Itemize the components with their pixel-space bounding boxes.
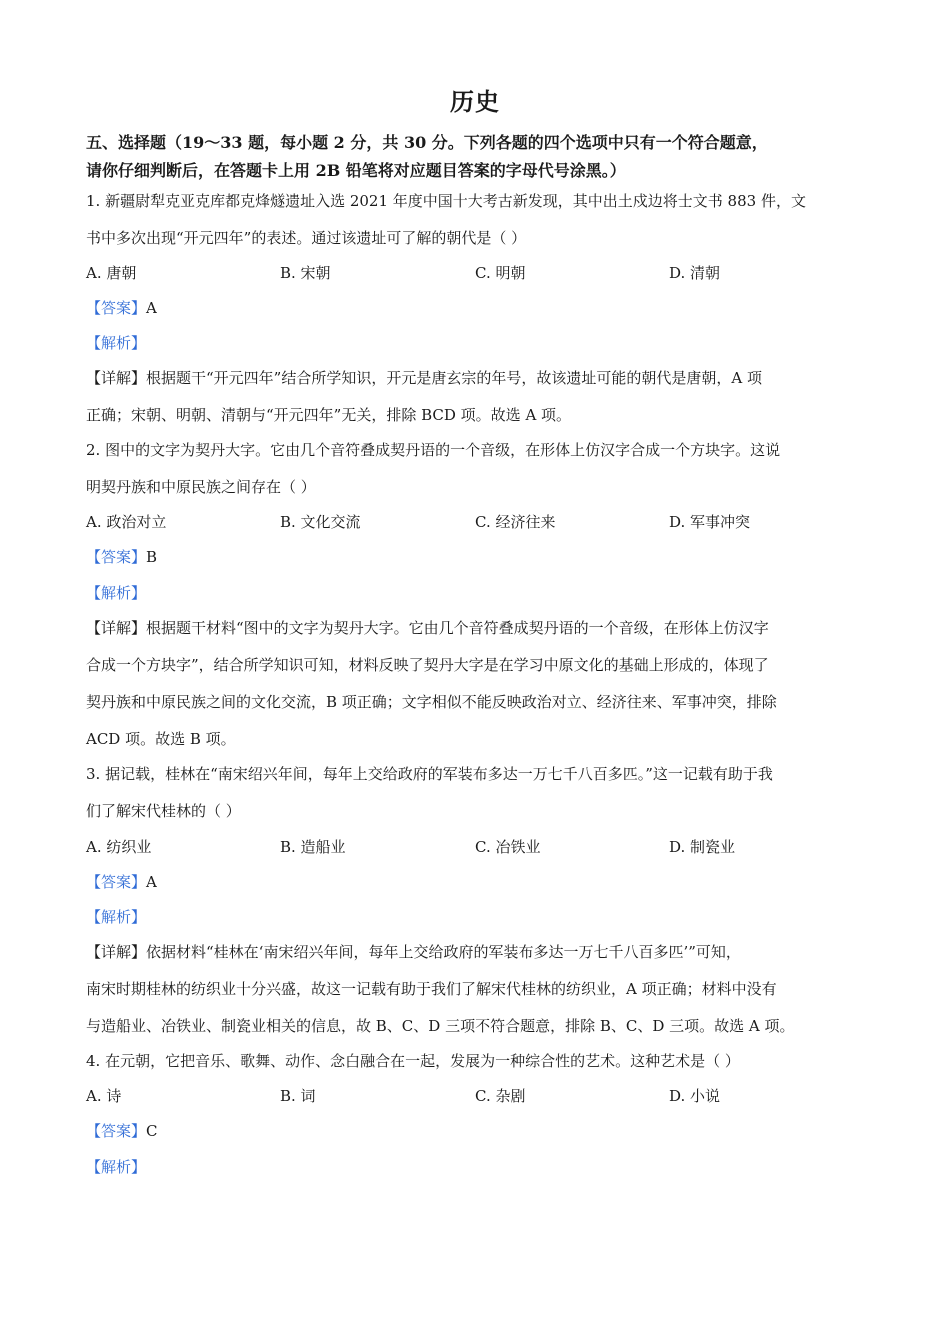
q1-option-b: B. 宋朝 <box>280 264 331 282</box>
q1-option-a: A. 唐朝 <box>86 264 137 282</box>
q3-answer-row <box>86 871 871 893</box>
analysis-tag: 【解析】 <box>86 1158 147 1176</box>
q2-option-c: C. 经济往来 <box>475 513 556 531</box>
q3-option-d: D. 制瓷业 <box>669 838 736 856</box>
detail-tag: 【详解】 <box>86 369 147 387</box>
detail-tag: 【详解】 <box>86 943 147 961</box>
q2-analysis-row <box>86 582 871 604</box>
q1-answer-row <box>86 297 871 319</box>
q4-option-c: C. 杂剧 <box>475 1087 526 1105</box>
q3-stem-line-2: 们了解宋代桂林的（ ） <box>86 802 241 820</box>
q2-detail-line-3: 契丹族和中原民族之间的文化交流，B 项正确；文字相似不能反映政治对立、经济往来、军事冲突，排除 <box>86 693 777 711</box>
q1-stem-line-2: 书中多次出现“开元四年”的表述。通过该遗址可了解的朝代是（ ） <box>86 229 527 247</box>
q2-detail-line-2: 合成一个方块字”，结合所学知识可知，材料反映了契丹大字是在学习中原文化的基础上形成的，体现了 <box>86 656 769 674</box>
q4-option-a: A. 诗 <box>86 1087 122 1105</box>
q1-option-d: D. 清朝 <box>669 264 721 282</box>
q1-detail-text-1: 根据题干“开元四年”结合所学知识，开元是唐玄宗的年号，故该遗址可能的朝代是唐朝，A 项 <box>146 369 762 387</box>
q3-detail-line-2: 南宋时期桂林的纺织业十分兴盛，故这一记载有助于我们了解宋代桂林的纺织业，A 项正确；材料中没有 <box>86 980 777 998</box>
detail-tag: 【详解】 <box>86 619 147 637</box>
q4-answer-value: C <box>146 1122 158 1140</box>
q3-option-c: C. 冶铁业 <box>475 838 541 856</box>
q2-option-a: A. 政治对立 <box>86 513 167 531</box>
section-instruction-line-1: 五、选择题（19～33 题，每小题 2 分，共 30 分。下列各题的四个选项中只有一个符合题意， <box>86 133 768 152</box>
q1-detail-line-1 <box>86 367 871 389</box>
q2-stem-line-2: 明契丹族和中原民族之间存在（ ） <box>86 478 316 496</box>
q3-analysis-row <box>86 906 871 928</box>
q3-stem-line-1: 3. 据记载，桂林在“南宋绍兴年间，每年上交给政府的军装布多达一万七千八百多匹。”这一记载有助于我 <box>86 765 773 783</box>
answer-tag: 【答案】 <box>86 873 147 891</box>
q2-detail-line-4: ACD 项。故选 B 项。 <box>86 730 236 748</box>
analysis-tag: 【解析】 <box>86 584 147 602</box>
q3-option-a: A. 纺织业 <box>86 838 152 856</box>
q1-analysis-row <box>86 332 871 354</box>
q2-answer-row <box>86 546 871 568</box>
q4-answer-row <box>86 1120 871 1142</box>
q3-detail-text-1: 依据材料“桂林在‘南宋绍兴年间，每年上交给政府的军装布多达一万七千八百多匹’”可知， <box>146 943 741 961</box>
q4-option-b: B. 词 <box>280 1087 316 1105</box>
q2-detail-line-1 <box>86 617 871 639</box>
answer-tag: 【答案】 <box>86 1122 147 1140</box>
q2-stem-line-1: 2. 图中的文字为契丹大字。它由几个音符叠成契丹语的一个音级，在形体上仿汉字合成一个方块字。这说 <box>86 441 781 459</box>
answer-tag: 【答案】 <box>86 548 147 566</box>
q2-option-b: B. 文化交流 <box>280 513 361 531</box>
q4-stem-line-1: 4. 在元朝，它把音乐、歌舞、动作、念白融合在一起，发展为一种综合性的艺术。这种艺术是（ ） <box>86 1052 740 1070</box>
q1-option-c: C. 明朝 <box>475 264 526 282</box>
q4-option-d: D. 小说 <box>669 1087 721 1105</box>
q2-option-d: D. 军事冲突 <box>669 513 751 531</box>
q1-stem-line-1: 1. 新疆尉犁克亚克库都克烽燧遗址入选 2021 年度中国十大考古新发现，其中出土戍边将士文书 883 件，文 <box>86 192 806 210</box>
section-instruction-line-2: 请你仔细判断后，在答题卡上用 2B 铅笔将对应题目答案的字母代号涂黑。） <box>86 161 626 180</box>
q2-answer-value: B <box>146 548 158 566</box>
q3-option-b: B. 造船业 <box>280 838 346 856</box>
q4-analysis-row <box>86 1156 871 1178</box>
q2-detail-text-1: 根据题干材料“图中的文字为契丹大字。它由几个音符叠成契丹语的一个音级，在形体上仿汉字 <box>146 619 769 637</box>
analysis-tag: 【解析】 <box>86 334 147 352</box>
q3-detail-line-1 <box>86 941 871 963</box>
answer-tag: 【答案】 <box>86 299 147 317</box>
analysis-tag: 【解析】 <box>86 908 147 926</box>
q3-answer-value: A <box>146 873 157 891</box>
q1-answer-value: A <box>146 299 157 317</box>
q1-detail-line-2: 正确；宋朝、明朝、清朝与“开元四年”无关，排除 BCD 项。故选 A 项。 <box>86 406 572 424</box>
q3-detail-line-3: 与造船业、冶铁业、制瓷业相关的信息，故 B、C、D 三项不符合题意，排除 B、C、D 三项。故选 A 项。 <box>86 1017 795 1035</box>
page-title: 历史 <box>450 87 500 116</box>
